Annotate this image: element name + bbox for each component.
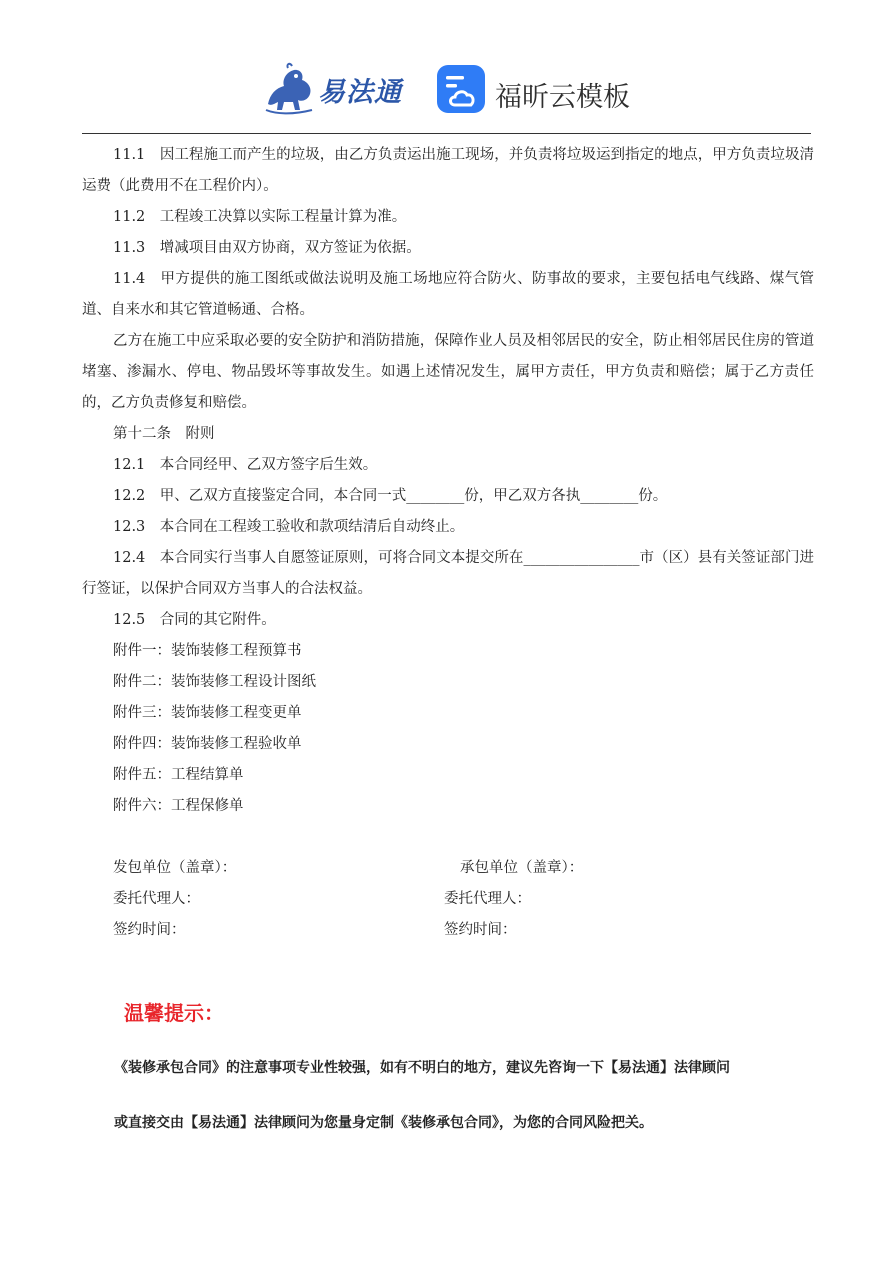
clause-12-5: 12.5 合同的其它附件。: [113, 612, 276, 628]
yifatong-logo: [262, 60, 412, 118]
contractor-sign-date-label: 签约时间：: [444, 922, 517, 938]
safety-paragraph: 乙方在施工中应采取必要的安全防护和消防措施，保障作业人员及相邻居民的安全，防止相邻居民住房的管道堵塞、渗漏水、停电、物品毁坏等事故发生。如遇上述情况发生，属甲方责任，甲方负责和赔偿；属于乙方责任的，乙方负责修复和赔偿。: [82, 333, 814, 411]
header-divider: [82, 133, 811, 134]
signature-row-date: [82, 915, 814, 946]
contract-body: [82, 140, 814, 946]
page-header: [0, 58, 893, 126]
tip-line-2: 或直接交由【易法通】法律顾问为您量身定制《装修承包合同》，为您的合同风险把关。: [114, 1115, 653, 1131]
contractor-owner-stamp-label: 发包单位（盖章）：: [113, 860, 237, 876]
signature-row-agent: [82, 884, 814, 915]
spacer: [82, 822, 814, 853]
contractor-stamp-label: 承包单位（盖章）：: [460, 860, 584, 876]
clause-11-4: 11.4 甲方提供的施工图纸或做法说明及施工场地应符合防火、防事故的要求，主要包括电气线路、煤气管道、自来水和其它管道畅通、合格。: [82, 271, 814, 318]
clause-11-3: 11.3 增减项目由双方协商，双方签证为依据。: [113, 240, 421, 256]
fuxin-logo-text: 福昕云模板: [495, 82, 630, 113]
owner-agent-label: 委托代理人：: [113, 891, 200, 907]
article-12-heading: 第十二条 附则: [113, 426, 215, 442]
qilin-mascot-icon: [262, 60, 318, 118]
clause-11-1: 11.1 因工程施工而产生的垃圾，由乙方负责运出施工现场，并负责将垃圾运到指定的地点，甲方负责垃圾清运费（此费用不在工程价内）。: [82, 147, 814, 194]
signature-row-stamp: [82, 853, 814, 884]
attachment-4: 附件四：装饰装修工程验收单: [113, 736, 302, 752]
yifatong-logo-text: 易法通: [318, 77, 402, 108]
fuxin-cloud-icon: [435, 63, 487, 115]
clause-11-2: 11.2 工程竣工决算以实际工程量计算为准。: [113, 209, 407, 225]
attachment-1: 附件一：装饰装修工程预算书: [113, 643, 302, 659]
clause-12-4: 12.4 本合同实行当事人自愿签证原则，可将合同文本提交所在________________市（区）县有关签证部门进行签证，以保护合同双方当事人的合法权益。: [82, 550, 814, 597]
attachment-3: 附件三：装饰装修工程变更单: [113, 705, 302, 721]
attachment-2: 附件二：装饰装修工程设计图纸: [113, 674, 316, 690]
contractor-agent-label: 委托代理人：: [444, 891, 531, 907]
attachment-5: 附件五：工程结算单: [113, 767, 244, 783]
owner-sign-date-label: 签约时间：: [113, 922, 186, 938]
tip-title: 温馨提示：: [124, 1001, 224, 1025]
fuxin-logo: [435, 63, 645, 119]
clause-12-1: 12.1 本合同经甲、乙双方签字后生效。: [113, 457, 378, 473]
tip-line-1: 《装修承包合同》的注意事项专业性较强，如有不明白的地方，建议先咨询一下【易法通】法律顾问: [114, 1060, 730, 1076]
clause-12-2: 12.2 甲、乙双方直接鉴定合同，本合同一式________份，甲乙双方各执________份。: [113, 488, 668, 504]
clause-12-3: 12.3 本合同在工程竣工验收和款项结清后自动终止。: [113, 519, 465, 535]
attachment-6: 附件六：工程保修单: [113, 798, 244, 814]
